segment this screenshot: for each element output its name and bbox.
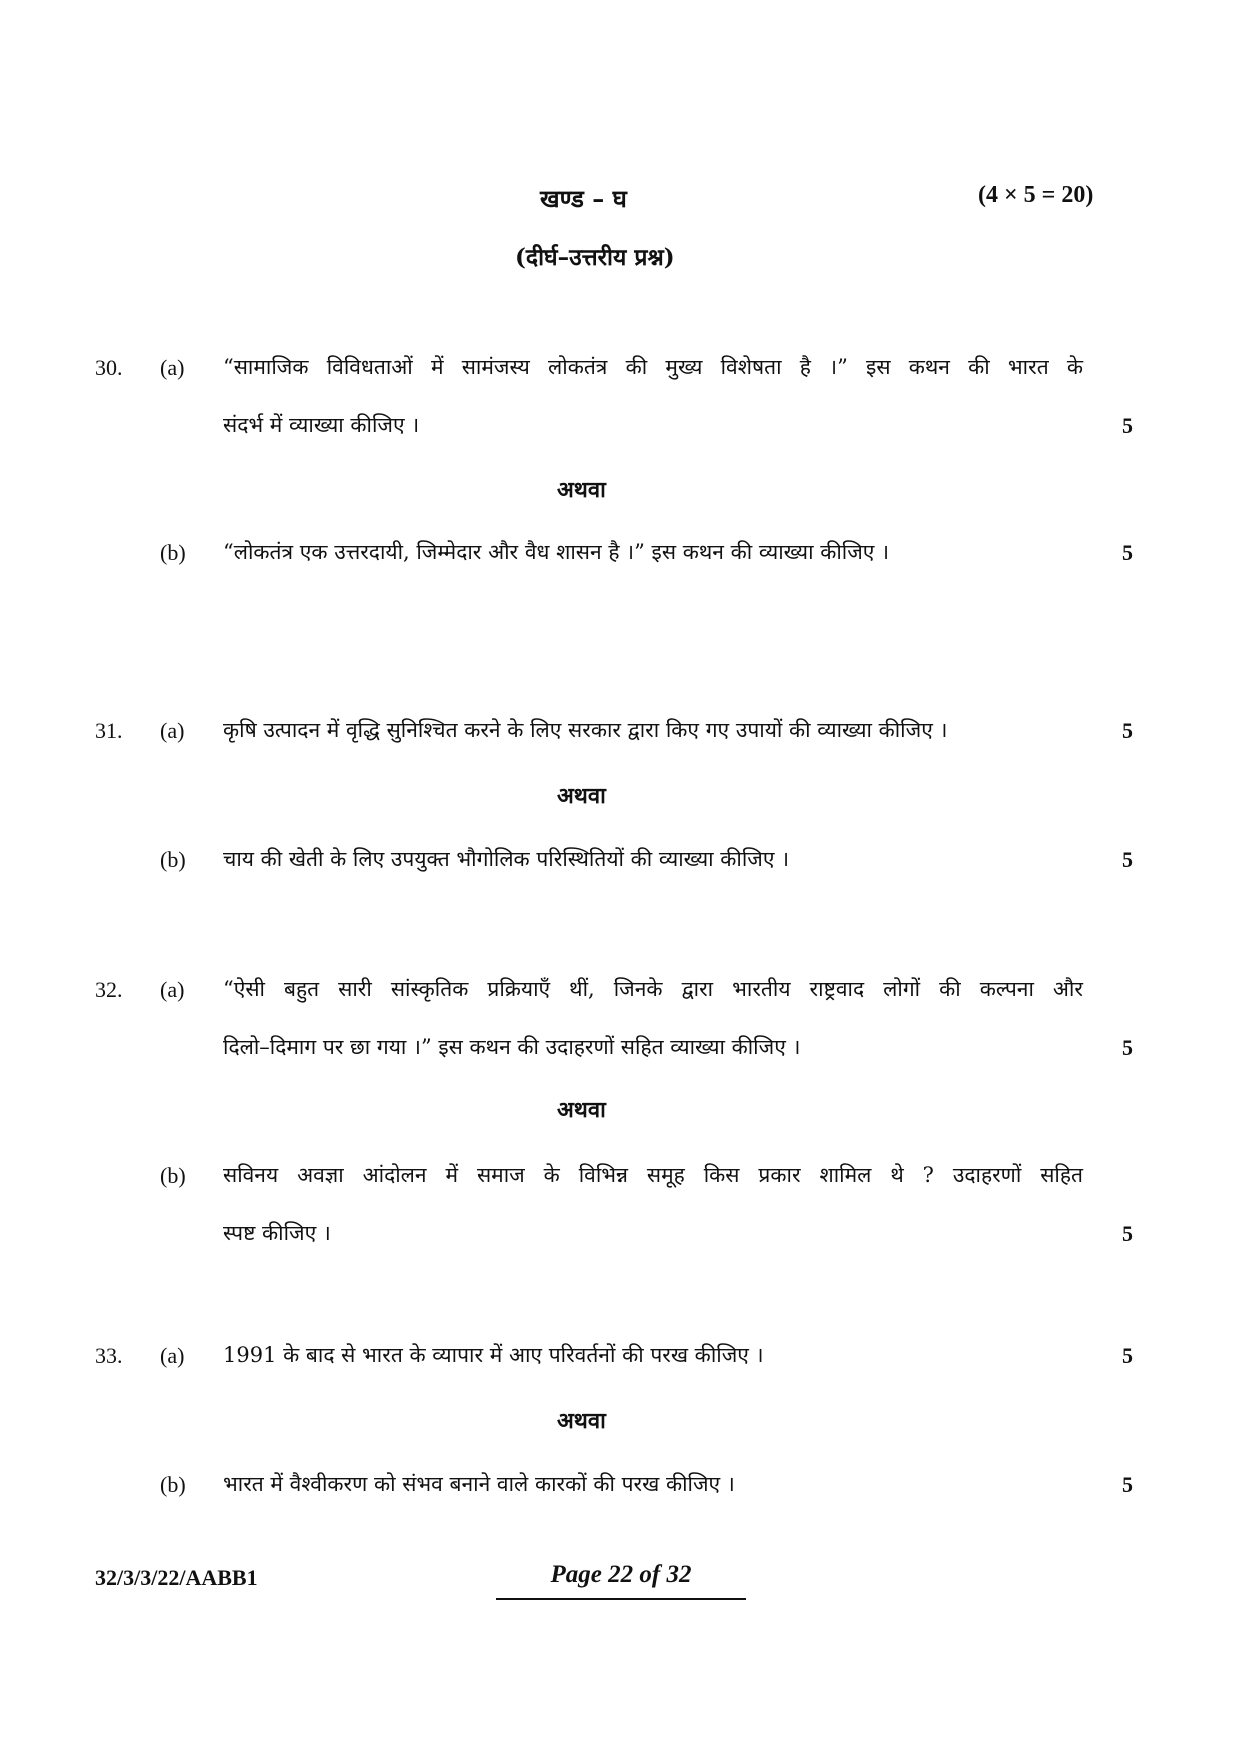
q30-part-a-label: (a)	[160, 355, 185, 380]
q30-part-b-marks: 5	[1122, 540, 1133, 565]
q33a-line-1: 1991 के बाद से भारत के व्यापार में आए परिवर्तनों की परख कीजिए ।	[223, 1343, 764, 1367]
q30a-line-1: “सामाजिक विविधताओं में सामंजस्य लोकतंत्र की मुख्य विशेषता है ।” इस कथन की भारत के	[223, 355, 1083, 379]
q33-part-a-text	[223, 1326, 1083, 1384]
q32-part-b-marks: 5	[1122, 1221, 1133, 1246]
question-number-33: 33.	[95, 1343, 123, 1368]
q33b-line-1: भारत में वैश्वीकरण को संभव बनाने वाले कारकों की परख कीजिए ।	[223, 1472, 735, 1496]
q30-part-b-text	[223, 523, 1083, 581]
section-marks-total: (4 × 5 = 20)	[978, 182, 1094, 208]
question-number-30: 30.	[95, 355, 123, 380]
q30-or-label: अथवा	[557, 477, 606, 503]
q32b-line-2: स्पष्ट कीजिए ।	[223, 1221, 331, 1245]
q31-part-a-marks: 5	[1122, 718, 1133, 743]
q33-or-label: अथवा	[557, 1408, 606, 1434]
q33-part-b-text	[223, 1455, 1083, 1513]
q30b-line-1: “लोकतंत्र एक उत्तरदायी, जिम्मेदार और वैध शासन है ।” इस कथन की व्याख्या कीजिए ।	[223, 540, 890, 564]
q33-part-a-label: (a)	[160, 1343, 185, 1368]
question-number-32: 32.	[95, 977, 123, 1002]
q33-part-b-label: (b)	[160, 1472, 186, 1497]
paper-code: 32/3/3/22/AABB1	[95, 1565, 258, 1590]
q32-part-a-text	[223, 960, 1083, 1076]
section-title: खण्ड – घ	[540, 184, 627, 213]
q31-part-b-text	[223, 830, 1083, 888]
q31-part-b-label: (b)	[160, 847, 186, 872]
q30a-line-2: संदर्भ में व्याख्या कीजिए ।	[223, 413, 420, 437]
q32a-line-2: दिलो–दिमाग पर छा गया ।” इस कथन की उदाहरणों सहित व्याख्या कीजिए ।	[223, 1035, 801, 1059]
question-number-31: 31.	[95, 718, 123, 743]
q31-part-a-text	[223, 701, 1083, 759]
q30-part-b-label: (b)	[160, 540, 186, 565]
page-number: Page 22 of 32	[550, 1561, 692, 1588]
q31-or-label: अथवा	[557, 783, 606, 809]
q31b-line-1: चाय की खेती के लिए उपयुक्त भौगोलिक परिस्थितियों की व्याख्या कीजिए ।	[223, 847, 790, 871]
q33-part-a-marks: 5	[1122, 1343, 1133, 1368]
q31a-line-1: कृषि उत्पादन में वृद्धि सुनिश्चित करने के लिए सरकार द्वारा किए गए उपायों की व्याख्या कीजिए ।	[223, 718, 948, 742]
section-subtitle: (दीर्घ–उत्तरीय प्रश्न)	[515, 244, 675, 271]
q32-part-b-label: (b)	[160, 1163, 186, 1188]
q31-part-a-label: (a)	[160, 718, 185, 743]
q32-part-a-label: (a)	[160, 977, 185, 1002]
q32b-line-1: सविनय अवज्ञा आंदोलन में समाज के विभिन्न समूह किस प्रकार शामिल थे ? उदाहरणों सहित	[223, 1163, 1083, 1187]
q30-part-a-text	[223, 338, 1083, 454]
page-number-underline	[496, 1598, 746, 1600]
q30-part-a-marks: 5	[1122, 413, 1133, 438]
q32-part-b-text	[223, 1146, 1083, 1262]
q31-part-b-marks: 5	[1122, 847, 1133, 872]
q32-part-a-marks: 5	[1122, 1035, 1133, 1060]
q32-or-label: अथवा	[557, 1097, 606, 1123]
q32a-line-1: “ऐसी बहुत सारी सांस्कृतिक प्रक्रियाएँ थीं, जिनके द्वारा भारतीय राष्ट्रवाद लोगों की कल्पना और	[223, 977, 1083, 1001]
q33-part-b-marks: 5	[1122, 1472, 1133, 1497]
